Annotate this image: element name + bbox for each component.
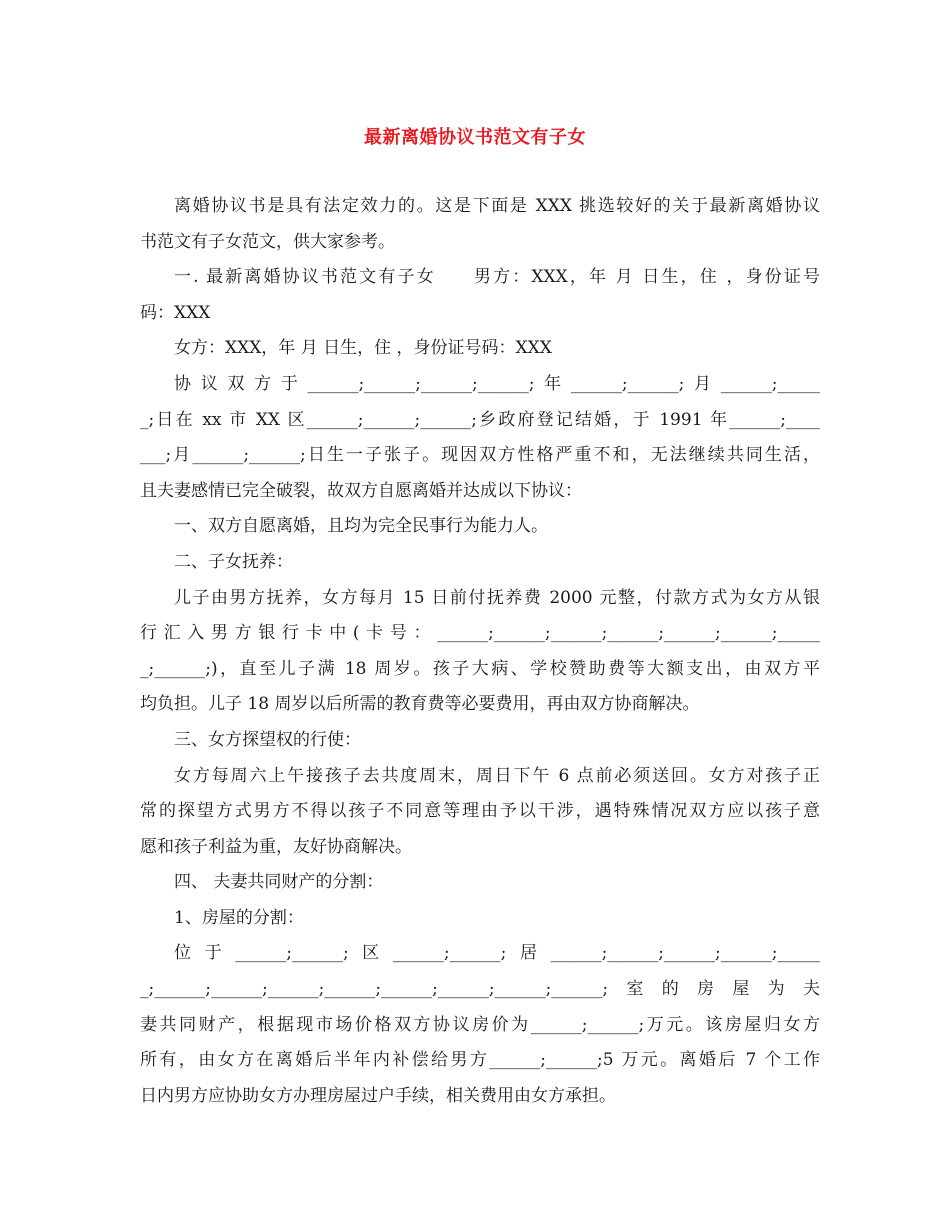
text-line: 女方每周六上午接孩子去共度周末，周日下午 6 点前必须送回。女方对孩子正 — [174, 765, 820, 786]
text-line: 一、双方自愿离婚，且均为完全民事行为能力人。 — [174, 516, 548, 537]
text-line: 一. 最新离婚协议书范文有子女 男方：XXX，年 月 日生，住 ，身份证号 — [174, 267, 820, 288]
text-line: 四、 夫妻共同财产的分割： — [174, 872, 384, 893]
text-line: 离婚协议书是具有法定效力的。这是下面是 XXX 挑选较好的关于最新离婚协议 — [174, 196, 820, 216]
text-line: 所有，由女方在离婚后半年内补偿给男方______;______;5 万元。离婚后 7 个工作 — [140, 1050, 820, 1071]
text-line: 女方：XXX，年 月 日生，住 ，身份证号码：XXX — [174, 338, 552, 359]
text-line: 码：XXX — [140, 302, 211, 323]
text-line: 儿子由男方抚养，女方每月 15 日前付抚养费 2000 元整，付款方式为女方从银 — [174, 587, 820, 608]
text-line: 协议双方于______;______;______;______;年______;______;月______;_____ — [174, 373, 820, 394]
text-line: ___;月______;______;日生一子张子。现因双方性格严重不和，无法继续共同生活， — [140, 445, 820, 466]
document-title: 最新离婚协议书范文有子女 — [364, 127, 586, 148]
text-line: 行汇入男方银行卡中(卡号：______;______;______;______;______;______;_____ — [140, 623, 820, 644]
text-line: 日内男方应协助女方办理房屋过户手续，相关费用由女方承担。 — [140, 1085, 616, 1106]
text-line: 常的探望方式男方不得以孩子不同意等理由予以干涉，遇特殊情况双方应以孩子意 — [140, 801, 820, 822]
text-line: _;______;)，直至儿子满 18 周岁。孩子大病、学校赞助费等大额支出，由双方平 — [140, 658, 820, 679]
text-line: 妻共同财产，根据现市场价格双方协议房价为______;______;万元。该房屋归女方 — [140, 1014, 820, 1035]
text-line: 均负担。儿子 18 周岁以后所需的教育费等必要费用，再由双方协商解决。 — [140, 694, 700, 715]
text-line: 1、房屋的分割： — [174, 907, 304, 928]
text-line: 位于______;______;区______;______;居______;______;______;______;_____ — [174, 943, 820, 964]
text-line: 书范文有子女范文，供大家参考。 — [140, 231, 395, 252]
text-line: 三、女方探望权的行使： — [174, 729, 361, 750]
document-body — [140, 189, 820, 1114]
text-line: _;______;______;______;______;______;______;______;______;室的房屋为夫 — [140, 979, 820, 1000]
text-line: 且夫妻感情已完全破裂，故双方自愿离婚并达成以下协议： — [140, 480, 582, 501]
text-line: 愿和孩子利益为重，友好协商解决。 — [140, 836, 412, 857]
text-line: 二、子女抚养： — [174, 551, 293, 572]
text-line: _;日在 xx 市 XX 区______;______;______;乡政府登记结婚，于 1991 年______;____ — [140, 409, 820, 430]
